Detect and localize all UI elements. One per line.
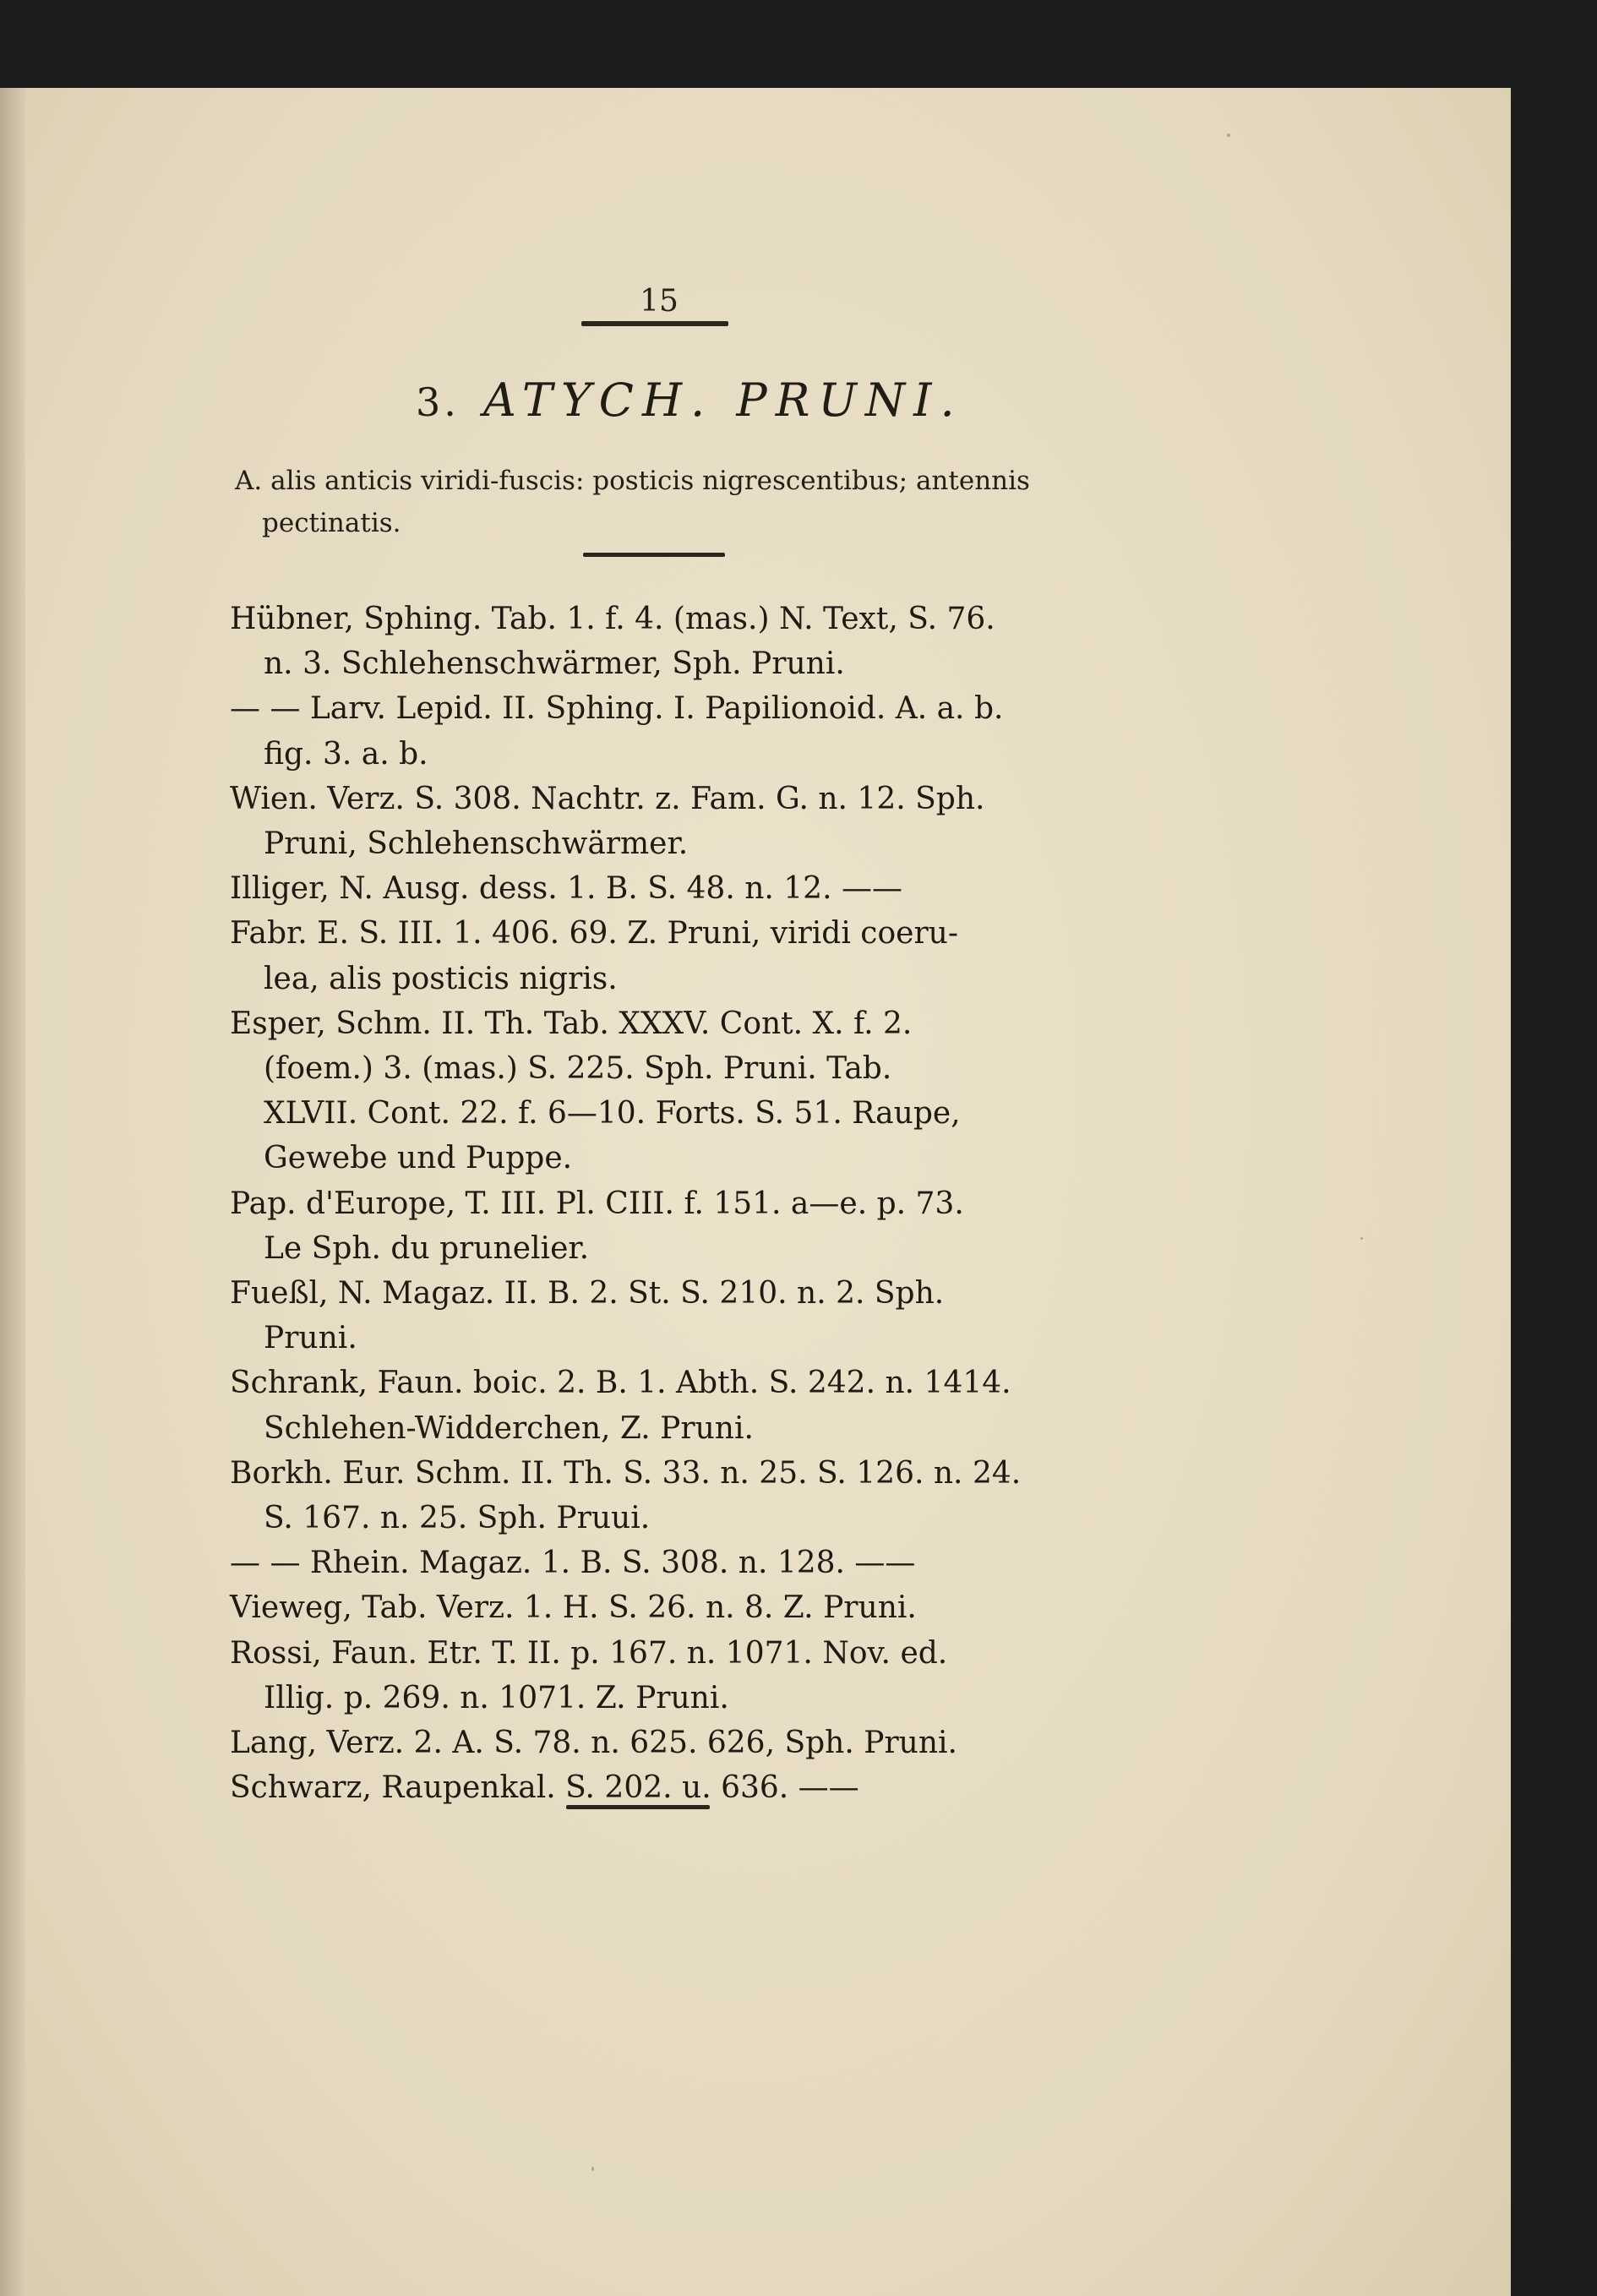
footer-rule bbox=[566, 1805, 710, 1809]
reference-line: n. 3. Schlehenschwärmer, Sph. Pruni. bbox=[264, 646, 845, 682]
reference-line: Vieweg, Tab. Verz. 1. H. S. 26. n. 8. Z. Pruni. bbox=[230, 1590, 917, 1626]
reference-line: Borkh. Eur. Schm. II. Th. S. 33. n. 25. S. 126. n. 24. bbox=[230, 1455, 1022, 1491]
page-number: 15 bbox=[640, 284, 679, 319]
reference-line: lea, alis posticis nigris. bbox=[264, 961, 618, 996]
section-rule bbox=[583, 553, 725, 557]
reference-line: fig. 3. a. b. bbox=[264, 736, 428, 772]
reference-line: Le Sph. du prunelier. bbox=[264, 1230, 590, 1266]
reference-line: — — Rhein. Magaz. 1. B. S. 308. n. 128. —— bbox=[230, 1546, 916, 1581]
reference-line: S. 167. n. 25. Sph. Pruui. bbox=[264, 1501, 651, 1536]
reference-line: Gewebe und Puppe. bbox=[264, 1141, 573, 1176]
reference-line: — — Larv. Lepid. II. Sphing. I. Papilionoid. A. a. b. bbox=[230, 691, 1004, 727]
species-diagnosis bbox=[235, 460, 1071, 544]
paper-speck bbox=[591, 2167, 594, 2171]
reference-line: Pruni, Schlehenschwärmer. bbox=[264, 826, 689, 862]
reference-line: Pap. d'Europe, T. III. Pl. CIII. f. 151. a—e. p. 73. bbox=[230, 1186, 964, 1221]
reference-line: Schlehen-Widderchen, Z. Pruni. bbox=[264, 1410, 754, 1446]
reference-line: Hübner, Sphing. Tab. 1. f. 4. (mas.) N. Text, S. 76. bbox=[230, 602, 995, 636]
reference-line: Lang, Verz. 2. A. S. 78. n. 625. 626, Sph. Pruni. bbox=[230, 1726, 957, 1761]
reference-line: Schwarz, Raupenkal. S. 202. u. 636. —— bbox=[230, 1770, 859, 1806]
species-number: 3. bbox=[416, 379, 460, 425]
reference-line: Wien. Verz. S. 308. Nachtr. z. Fam. G. n. 12. Sph. bbox=[230, 781, 985, 816]
reference-line: Schrank, Faun. boic. 2. B. 1. Abth. S. 242. n. 1414. bbox=[230, 1366, 1011, 1401]
page-gutter bbox=[0, 88, 25, 2296]
reference-line: Pruni. bbox=[264, 1321, 357, 1356]
diagnosis-line: pectinatis. bbox=[262, 508, 401, 538]
species-name: ATYCH. PRUNI. bbox=[482, 374, 963, 427]
paper-speck bbox=[1227, 134, 1230, 137]
reference-line: Rossi, Faun. Etr. T. II. p. 167. n. 1071. Nov. ed. bbox=[230, 1635, 948, 1671]
reference-line: XLVII. Cont. 22. f. 6—10. Forts. S. 51. Raupe, bbox=[264, 1096, 961, 1132]
reference-line: Illiger, N. Ausg. dess. 1. B. S. 48. n. 12. —— bbox=[230, 871, 902, 907]
reference-list bbox=[230, 597, 1075, 1810]
paper-speck bbox=[1360, 1237, 1363, 1240]
reference-line: Esper, Schm. II. Th. Tab. XXXV. Cont. X. f. 2. bbox=[230, 1006, 913, 1041]
diagnosis-line: A. alis anticis viridi-fuscis: posticis nigrescentibus; antennis bbox=[235, 466, 1030, 496]
species-heading bbox=[416, 374, 963, 427]
book-page bbox=[0, 88, 1511, 2296]
reference-line: Fueßl, N. Magaz. II. B. 2. St. S. 210. n. 2. Sph. bbox=[230, 1276, 945, 1312]
reference-line: Fabr. E. S. III. 1. 406. 69. Z. Pruni, viridi coeru- bbox=[230, 916, 958, 952]
reference-line: Illig. p. 269. n. 1071. Z. Pruni. bbox=[264, 1680, 729, 1715]
reference-line: (foem.) 3. (mas.) S. 225. Sph. Pruni. Tab. bbox=[264, 1051, 892, 1087]
header-rule bbox=[581, 321, 728, 326]
